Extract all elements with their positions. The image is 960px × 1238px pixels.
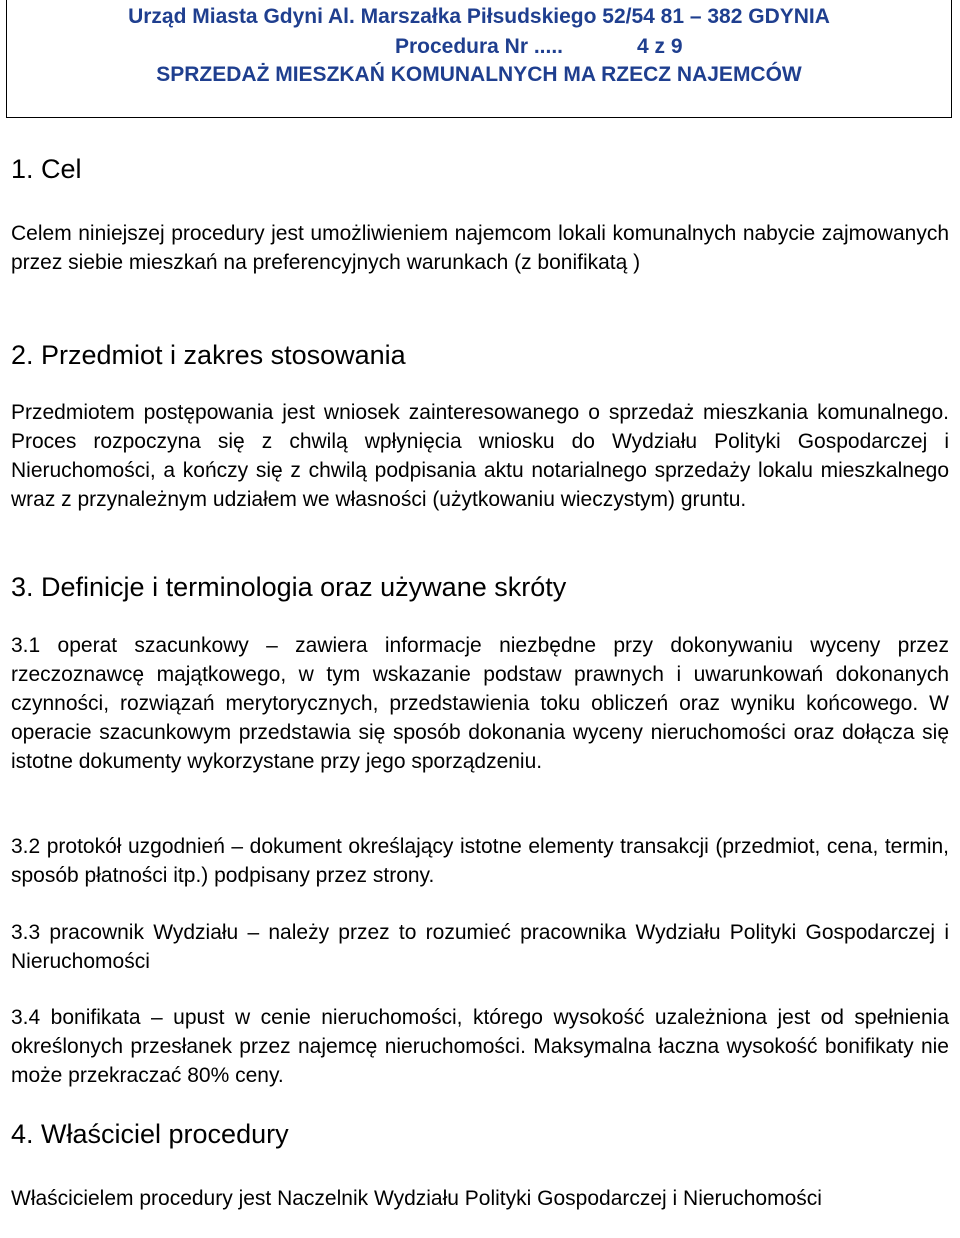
section-2-text: Przedmiotem postępowania jest wniosek zainteresowanego o sprzedaż mieszkania komunalnego. Proces rozpoczyna się z chwilą wpłynięcia wniosku do Wydziału Polityki Gospodarczej i Nieruchomości, a kończy się z chwilą podpisania aktu notarialnego sprzedaży lokalu mieszkalnego wraz z przynależnym udziałem we własności (użytkowaniu wieczystym) gruntu. bbox=[11, 401, 949, 511]
definition-3-4: 3.4 bonifikata – upust w cenie nieruchomości, którego wysokość uzależniona jest od spełnienia określonych przesłanek przez najemcę nieruchomości. Maksymalna łaczna wysokość bonifikaty nie może przekraczać 80% ceny. bbox=[11, 1006, 949, 1087]
section-1-heading: 1. Cel bbox=[11, 154, 82, 184]
page-number: 4 z 9 bbox=[637, 35, 683, 58]
section-4-text: Właścicielem procedury jest Naczelnik Wydziału Polityki Gospodarczej i Nieruchomości bbox=[11, 1187, 822, 1210]
definition-3-2: 3.2 protokół uzgodnień – dokument określający istotne elementy transakcji (przedmiot, cena, termin, sposób płatności itp.) podpisany przez strony. bbox=[11, 835, 949, 887]
office-address: Urząd Miasta Gdyni Al. Marszałka Piłsudskiego 52/54 81 – 382 GDYNIA bbox=[128, 5, 830, 28]
procedure-number: Procedura Nr ..... bbox=[394, 35, 564, 58]
section-4-heading: 4. Właściciel procedury bbox=[11, 1119, 289, 1149]
document-title: SPRZEDAŻ MIESZKAŃ KOMUNALNYCH MA RZECZ NAJEMCÓW bbox=[156, 63, 802, 86]
document-header bbox=[6, 0, 952, 118]
section-1-text: Celem niniejszej procedury jest umożliwieniem najemcom lokali komunalnych nabycie zajmowanych przez siebie mieszkań na preferencyjnych warunkach (z bonifikatą ) bbox=[11, 222, 949, 274]
definition-3-1: 3.1 operat szacunkowy – zawiera informacje niezbędne przy dokonywaniu wyceny przez rzeczoznawcę majątkowego, w tym wskazanie podstaw prawnych i uwarunkowań dokonanych czynności, rozwiązań merytorycznych, przedstawienia toku obliczeń oraz wyniku końcowego. W operacie szacunkowym przedstawia się sposób dokonania wyceny nieruchomości oraz dołącza się istotne dokumenty wykorzystane przy jego sporządzeniu. bbox=[11, 634, 949, 773]
section-2-heading: 2. Przedmiot i zakres stosowania bbox=[11, 340, 406, 370]
section-3-heading: 3. Definicje i terminologia oraz używane skróty bbox=[11, 572, 567, 602]
definition-3-3: 3.3 pracownik Wydziału – należy przez to rozumieć pracownika Wydziału Polityki Gospodarczej i Nieruchomości bbox=[11, 921, 949, 973]
